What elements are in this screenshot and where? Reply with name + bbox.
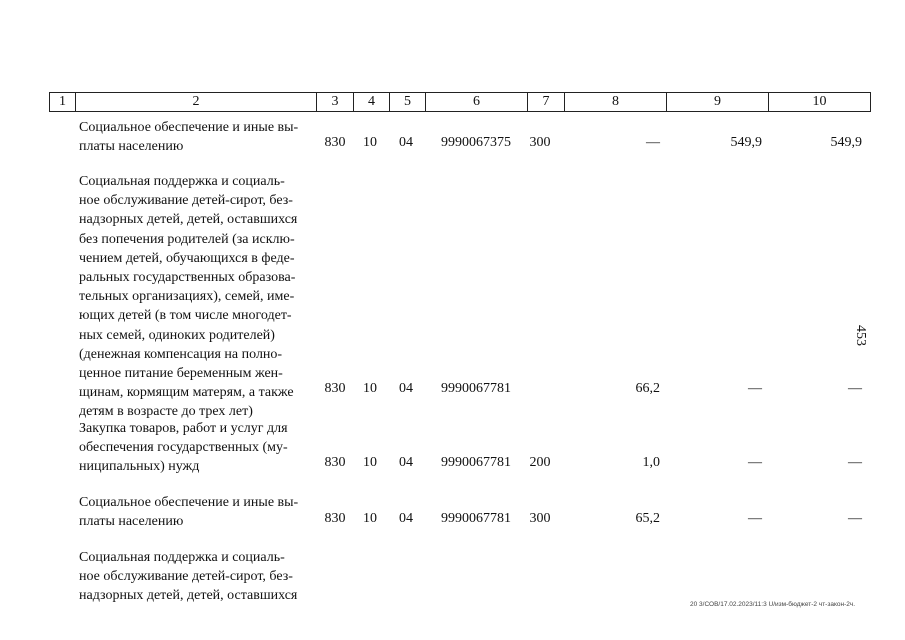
column-header-9: 9 [667,93,769,112]
cell-section: 10 [363,381,377,396]
cell-amount-10: 549,9 [830,135,862,150]
page-number: 453 [853,325,868,346]
cell-ministry: 830 [324,455,346,470]
column-header-row [50,93,871,112]
cell-target-article: 9990067781 [441,455,511,470]
row-description: Социальная поддержка и социаль- ное обслуживание детей-сирот, без- надзорных детей, детей, оставшихся [79,550,298,604]
column-header-1: 1 [50,93,76,112]
column-header-4: 4 [354,93,390,112]
cell-amount-10: — [848,511,862,526]
column-header-5: 5 [390,93,426,112]
column-header-7: 7 [528,93,565,112]
cell-ministry: 830 [324,135,346,150]
cell-subsection: 04 [399,381,413,396]
column-header-10: 10 [769,93,871,112]
cell-section: 10 [363,511,377,526]
cell-subsection: 04 [399,511,413,526]
column-header-3: 3 [317,93,354,112]
cell-amount-10: — [848,455,862,470]
cell-target-article: 9990067781 [441,511,511,526]
cell-section: 10 [363,455,377,470]
column-header-6: 6 [426,93,528,112]
cell-expense-type: 200 [529,455,551,470]
cell-ministry: 830 [324,381,346,396]
cell-target-article: 9990067781 [441,381,511,396]
cell-amount-10: — [848,381,862,396]
cell-subsection: 04 [399,455,413,470]
cell-amount-8: 65,2 [635,511,660,526]
cell-amount-9: — [748,455,762,470]
row-description: Социальное обеспечение и иные вы- платы населению [79,495,299,530]
column-header-8: 8 [565,93,667,112]
row-description: Социальное обеспечение и иные вы- платы населению [79,120,299,155]
cell-expense-type: 300 [529,511,551,526]
column-header-2: 2 [76,93,317,112]
cell-subsection: 04 [399,135,413,150]
cell-amount-8: 1,0 [642,455,660,470]
cell-amount-9: — [748,381,762,396]
column-header-table [49,92,871,112]
cell-ministry: 830 [324,511,346,526]
cell-amount-8: 66,2 [635,381,660,396]
cell-expense-type: 300 [529,135,551,150]
row-description: Социальная поддержка и социаль- ное обслуживание детей-сирот, без- надзорных детей, детей, оставшихся без попечения родителей (за исклю- чением детей, обучающихся в феде- ральных государственных образова- тельных организациях), семей, име- ющих детей (в том числе многодет- ных семей, одиноких родителей) (денежная компенсация на полно- ценное питание беременным жен- щинам, кормящим матерям, а также детям в возрасте до трех лет) [79,174,298,420]
cell-amount-9: 549,9 [730,135,762,150]
row-description: Закупка товаров, работ и услуг для обеспечения государственных (му- ниципальных) нужд [79,421,288,475]
cell-section: 10 [363,135,377,150]
cell-amount-8: — [646,135,660,150]
document-footer: 20 3/СОВ/17.02.2023/11:3 U/изм-бюджет-2 чт-закон-2ч. [690,601,856,608]
cell-amount-9: — [748,511,762,526]
cell-target-article: 9990067375 [441,135,511,150]
